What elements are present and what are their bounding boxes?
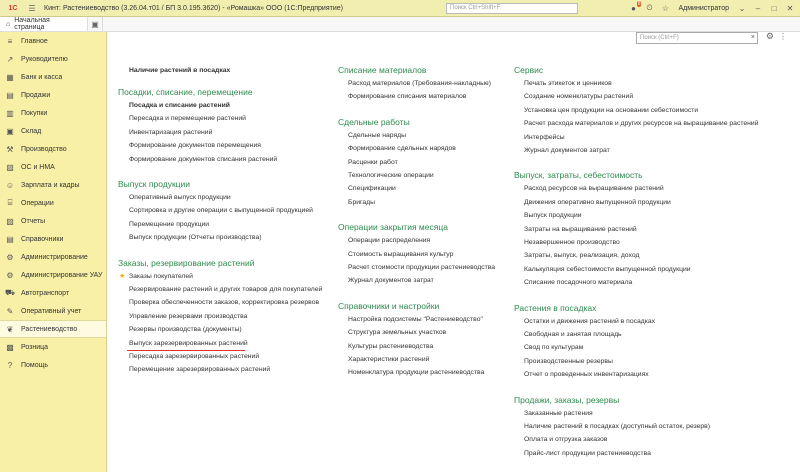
nav-link[interactable]: Расчет стоимости продукции растениеводства xyxy=(348,264,496,271)
nav-link[interactable]: Посадка и списание растений xyxy=(129,102,230,109)
home-icon: ⌂ xyxy=(6,20,11,28)
sidebar-item-label: Покупки xyxy=(21,109,48,117)
sidebar-item-label: ОС и НМА xyxy=(21,163,55,171)
menu-icon: ≡ xyxy=(7,36,13,46)
nav-link[interactable]: Структура земельных участков xyxy=(348,329,447,337)
nav-link[interactable]: Оплата и отгрузка заказов xyxy=(524,436,608,444)
sidebar-item[interactable] xyxy=(0,230,106,248)
sidebar-item-label: Производство xyxy=(21,145,67,153)
nav-link[interactable]: Формирование документов списания растений xyxy=(129,155,278,163)
plant-icon: ❦ xyxy=(6,324,14,334)
more-icon[interactable]: ⋮ xyxy=(779,32,787,41)
nav-link[interactable]: Затраты на выращивание растений xyxy=(524,225,637,233)
sidebar-item[interactable] xyxy=(0,194,106,212)
nav-link[interactable]: Резервирование растений и других товаров для покупателей xyxy=(129,286,323,293)
nav-link[interactable]: Заказанные растения xyxy=(524,409,593,417)
group-title: Растения в посадках xyxy=(514,302,597,313)
nav-link[interactable]: Списание посадочного материала xyxy=(524,279,633,287)
sidebar-item-label: Отчеты xyxy=(21,217,46,225)
sidebar-item-label: Банк и касса xyxy=(21,73,63,81)
sidebar-item[interactable] xyxy=(0,140,106,158)
nav-link[interactable]: Заказы покупателей xyxy=(129,272,193,280)
nav-link[interactable]: Прайс-лист продукции растениеводства xyxy=(524,449,651,457)
nav-link[interactable]: Интерфейсы xyxy=(524,133,565,141)
nav-link[interactable]: Технологические операции xyxy=(348,172,434,179)
link-top[interactable]: Наличие растений в посадках xyxy=(129,67,231,74)
nav-link[interactable]: Остатки и движения растений в посадках xyxy=(524,317,656,325)
nav-link[interactable]: Перемещение зарезервированных растений xyxy=(129,366,271,374)
tab-open-windows[interactable] xyxy=(88,17,103,31)
retail-icon: ▩ xyxy=(6,342,14,352)
tab-bar xyxy=(0,17,800,32)
nav-link[interactable]: Незавершенное производство xyxy=(524,239,620,246)
nav-link[interactable]: Свод по культурам xyxy=(524,344,584,352)
nav-link[interactable]: Перемещение продукции xyxy=(129,220,210,228)
gear-icon: ⚙ xyxy=(6,270,14,280)
bank-icon: ▦ xyxy=(6,72,14,82)
nav-link[interactable]: Затраты, выпуск, реализация, доход xyxy=(524,252,640,260)
nav-link[interactable]: Резервы производства (документы) xyxy=(129,326,242,334)
sidebar-item-label: Администрирование xyxy=(21,253,88,261)
help-icon: ? xyxy=(7,360,13,370)
nav-link[interactable]: Настройка подсистемы "Растениеводство" xyxy=(348,315,483,323)
group-title: Выпуск, затраты, себестоимость xyxy=(514,170,643,181)
section-search-input[interactable] xyxy=(636,32,758,44)
title-bar xyxy=(0,0,800,17)
main-panel xyxy=(108,32,800,472)
nav-link[interactable]: Журнал документов затрат xyxy=(348,277,434,285)
nav-link[interactable]: Журнал документов затрат xyxy=(524,147,610,154)
dropdown-icon[interactable]: ⌄ xyxy=(738,3,746,13)
nav-link[interactable]: Формирование документов перемещения xyxy=(129,142,261,150)
sidebar-item[interactable] xyxy=(0,338,106,356)
group-title: Списание материалов xyxy=(338,65,427,75)
window-title: Кинт: Растениеводство (3.26.04.т01 / БП 3.0.195.3620) - «Ромашка» ООО (1С:Предприятие) xyxy=(44,4,343,12)
assets-icon: ▧ xyxy=(6,162,14,172)
sidebar-item[interactable] xyxy=(0,122,106,140)
nav-link[interactable]: Пересадка и перемещение растений xyxy=(129,115,246,123)
sidebar-item[interactable] xyxy=(0,86,106,104)
nav-link[interactable]: Создание номенклатуры растений xyxy=(524,93,634,101)
sales-icon: ▤ xyxy=(6,90,14,100)
sidebar-item-label: Операции xyxy=(21,199,54,207)
sidebar-item[interactable] xyxy=(0,356,106,374)
sidebar-item-label: Оперативный учет xyxy=(21,307,82,315)
sidebar-item[interactable] xyxy=(0,32,106,50)
nav-link[interactable]: Свободная и занятая площадь xyxy=(524,331,622,338)
sidebar-item-label: Склад xyxy=(21,127,42,135)
group-title: Посадки, списание, перемещение xyxy=(118,87,253,97)
group-title: Заказы, резервирование растений xyxy=(118,257,255,268)
logo-1c: 1С xyxy=(8,4,18,12)
nav-link[interactable]: Инвентаризация растений xyxy=(129,128,213,136)
sidebar-item[interactable] xyxy=(0,320,106,338)
maximize-icon[interactable]: □ xyxy=(771,3,777,13)
sidebar-item-label: Растениеводство xyxy=(21,325,78,333)
operations-icon: ⌸ xyxy=(7,198,13,207)
history-icon[interactable]: ⏲ xyxy=(646,3,653,12)
group-title: Выпуск продукции xyxy=(118,179,191,189)
nav-link[interactable]: Расценки работ xyxy=(348,158,398,166)
settings-icon[interactable]: ⚙ xyxy=(765,31,774,41)
cart-icon: ▥ xyxy=(6,108,14,118)
sidebar-item-label: Руководителю xyxy=(21,55,68,63)
sidebar-item-label: Продажи xyxy=(21,91,51,99)
group-title: Продажи, заказы, резервы xyxy=(514,394,620,405)
tab-home[interactable] xyxy=(0,17,88,31)
sidebar-item-label: Администрирование УАУ xyxy=(21,271,103,279)
sidebar-item-label: Главное xyxy=(21,37,48,45)
nav-link[interactable]: Сортировка и другие операции с выпущенной продукцией xyxy=(129,207,313,215)
sidebar-item-label: Помощь xyxy=(21,361,49,369)
sidebar-item[interactable] xyxy=(0,266,106,284)
sidebar-item[interactable] xyxy=(0,212,106,230)
notifications-badge: 8 xyxy=(637,1,641,7)
truck-icon: ⛟ xyxy=(4,288,16,297)
warehouse-icon: ▣ xyxy=(6,126,14,136)
favorite-star-icon: ★ xyxy=(119,272,126,280)
nav-link[interactable]: Культуры растениеводства xyxy=(348,342,434,350)
sidebar-item[interactable] xyxy=(0,158,106,176)
group-title: Операции закрытия месяца xyxy=(338,222,448,233)
sidebar-item-label: Розница xyxy=(21,343,49,351)
nav-link[interactable]: Формирование списания материалов xyxy=(348,93,467,101)
nav-link[interactable]: Калькуляция себестоимости выпущенной продукции xyxy=(524,265,691,273)
nav-link[interactable]: Выпуск зарезервированных растений xyxy=(129,339,248,347)
group-title: Сдельные работы xyxy=(338,116,410,127)
nav-link[interactable]: Выпуск продукции xyxy=(524,212,582,220)
section-search-placeholder: Поиск (Ctrl+F) xyxy=(640,35,679,41)
nav-link[interactable]: Расход ресурсов на выращивание растений xyxy=(524,185,664,193)
nav-link[interactable]: Оперативный выпуск продукции xyxy=(129,194,231,201)
nav-link[interactable]: Отчет о проведенных инвентаризациях xyxy=(524,371,649,379)
sidebar-item[interactable] xyxy=(0,284,106,302)
highlight-underline xyxy=(127,350,245,351)
windows-icon: ▣ xyxy=(91,19,99,29)
nav-link[interactable]: Расход материалов (Требования-накладные) xyxy=(348,80,492,87)
book-icon: ▤ xyxy=(6,234,14,244)
nav-link[interactable]: Наличие растений в посадках (доступный остаток, резерв) xyxy=(524,423,711,430)
nav-link[interactable]: Проверка обеспеченности заказов, корректировка резервов xyxy=(129,299,320,307)
favorites-icon[interactable]: ☆ xyxy=(661,3,670,13)
sidebar-item-label: Справочники xyxy=(21,235,64,243)
sidebar-item[interactable] xyxy=(0,248,106,266)
nav-link[interactable]: Выпуск продукции (Отчеты производства) xyxy=(129,234,262,242)
pencil-icon: ✎ xyxy=(6,306,14,316)
nav-link[interactable]: Производственные резервы xyxy=(524,357,613,365)
global-search-input[interactable]: Поиск Ctrl+Shift+F xyxy=(446,3,578,14)
nav-link[interactable]: Характеристики растений xyxy=(348,356,430,363)
nav-link[interactable]: Управление резервами производства xyxy=(129,312,248,320)
nav-link[interactable]: Печать этикеток и ценников xyxy=(524,80,612,87)
factory-icon: ⚒ xyxy=(6,144,14,154)
nav-link[interactable]: Движения оперативно выпущенной продукции xyxy=(524,198,671,206)
nav-link[interactable]: Расчет расхода материалов и других ресурсов на выращивание растений xyxy=(524,120,759,128)
nav-link[interactable]: Формирование сдельных нарядов xyxy=(348,145,456,153)
gear-icon: ⚙ xyxy=(6,252,14,262)
nav-link[interactable]: Пересадка зарезервированных растений xyxy=(129,353,260,360)
sidebar-item-label: Зарплата и кадры xyxy=(21,181,80,189)
user-name[interactable]: Администратор xyxy=(678,4,729,12)
sidebar-item-label: Автотранспорт xyxy=(21,289,70,297)
notifications-icon[interactable]: ● 8 xyxy=(631,1,641,13)
nav-link[interactable]: Номенклатура продукции растениеводства xyxy=(348,369,485,377)
minimize-icon[interactable]: – xyxy=(755,3,761,13)
nav-link[interactable]: Бригады xyxy=(348,198,375,206)
sidebar-item[interactable] xyxy=(0,50,106,68)
reports-icon: ▨ xyxy=(6,216,14,226)
close-icon[interactable]: ✕ xyxy=(786,3,794,13)
nav-link[interactable]: Операции распределения xyxy=(348,237,431,245)
nav-link[interactable]: Спецификации xyxy=(348,185,396,193)
tab-home-label: Начальная страница xyxy=(14,17,50,31)
sidebar-item[interactable] xyxy=(0,176,106,194)
nav-link[interactable]: Установка цен продукции на основании себестоимости xyxy=(524,106,699,114)
sidebar xyxy=(0,32,107,472)
nav-link[interactable]: Сдельные наряды xyxy=(348,131,407,139)
sidebar-item[interactable] xyxy=(0,104,106,122)
sidebar-item[interactable] xyxy=(0,68,106,86)
clear-icon[interactable]: × xyxy=(750,34,755,41)
people-icon: ☺ xyxy=(5,180,15,190)
group-title: Сервис xyxy=(514,65,544,75)
menu-icon[interactable]: ☰ xyxy=(28,3,36,13)
sidebar-item[interactable] xyxy=(0,302,106,320)
chart-icon: ↗ xyxy=(6,54,14,64)
group-title: Справочники и настройки xyxy=(338,300,440,311)
nav-link[interactable]: Стоимость выращивания культур xyxy=(348,250,454,258)
